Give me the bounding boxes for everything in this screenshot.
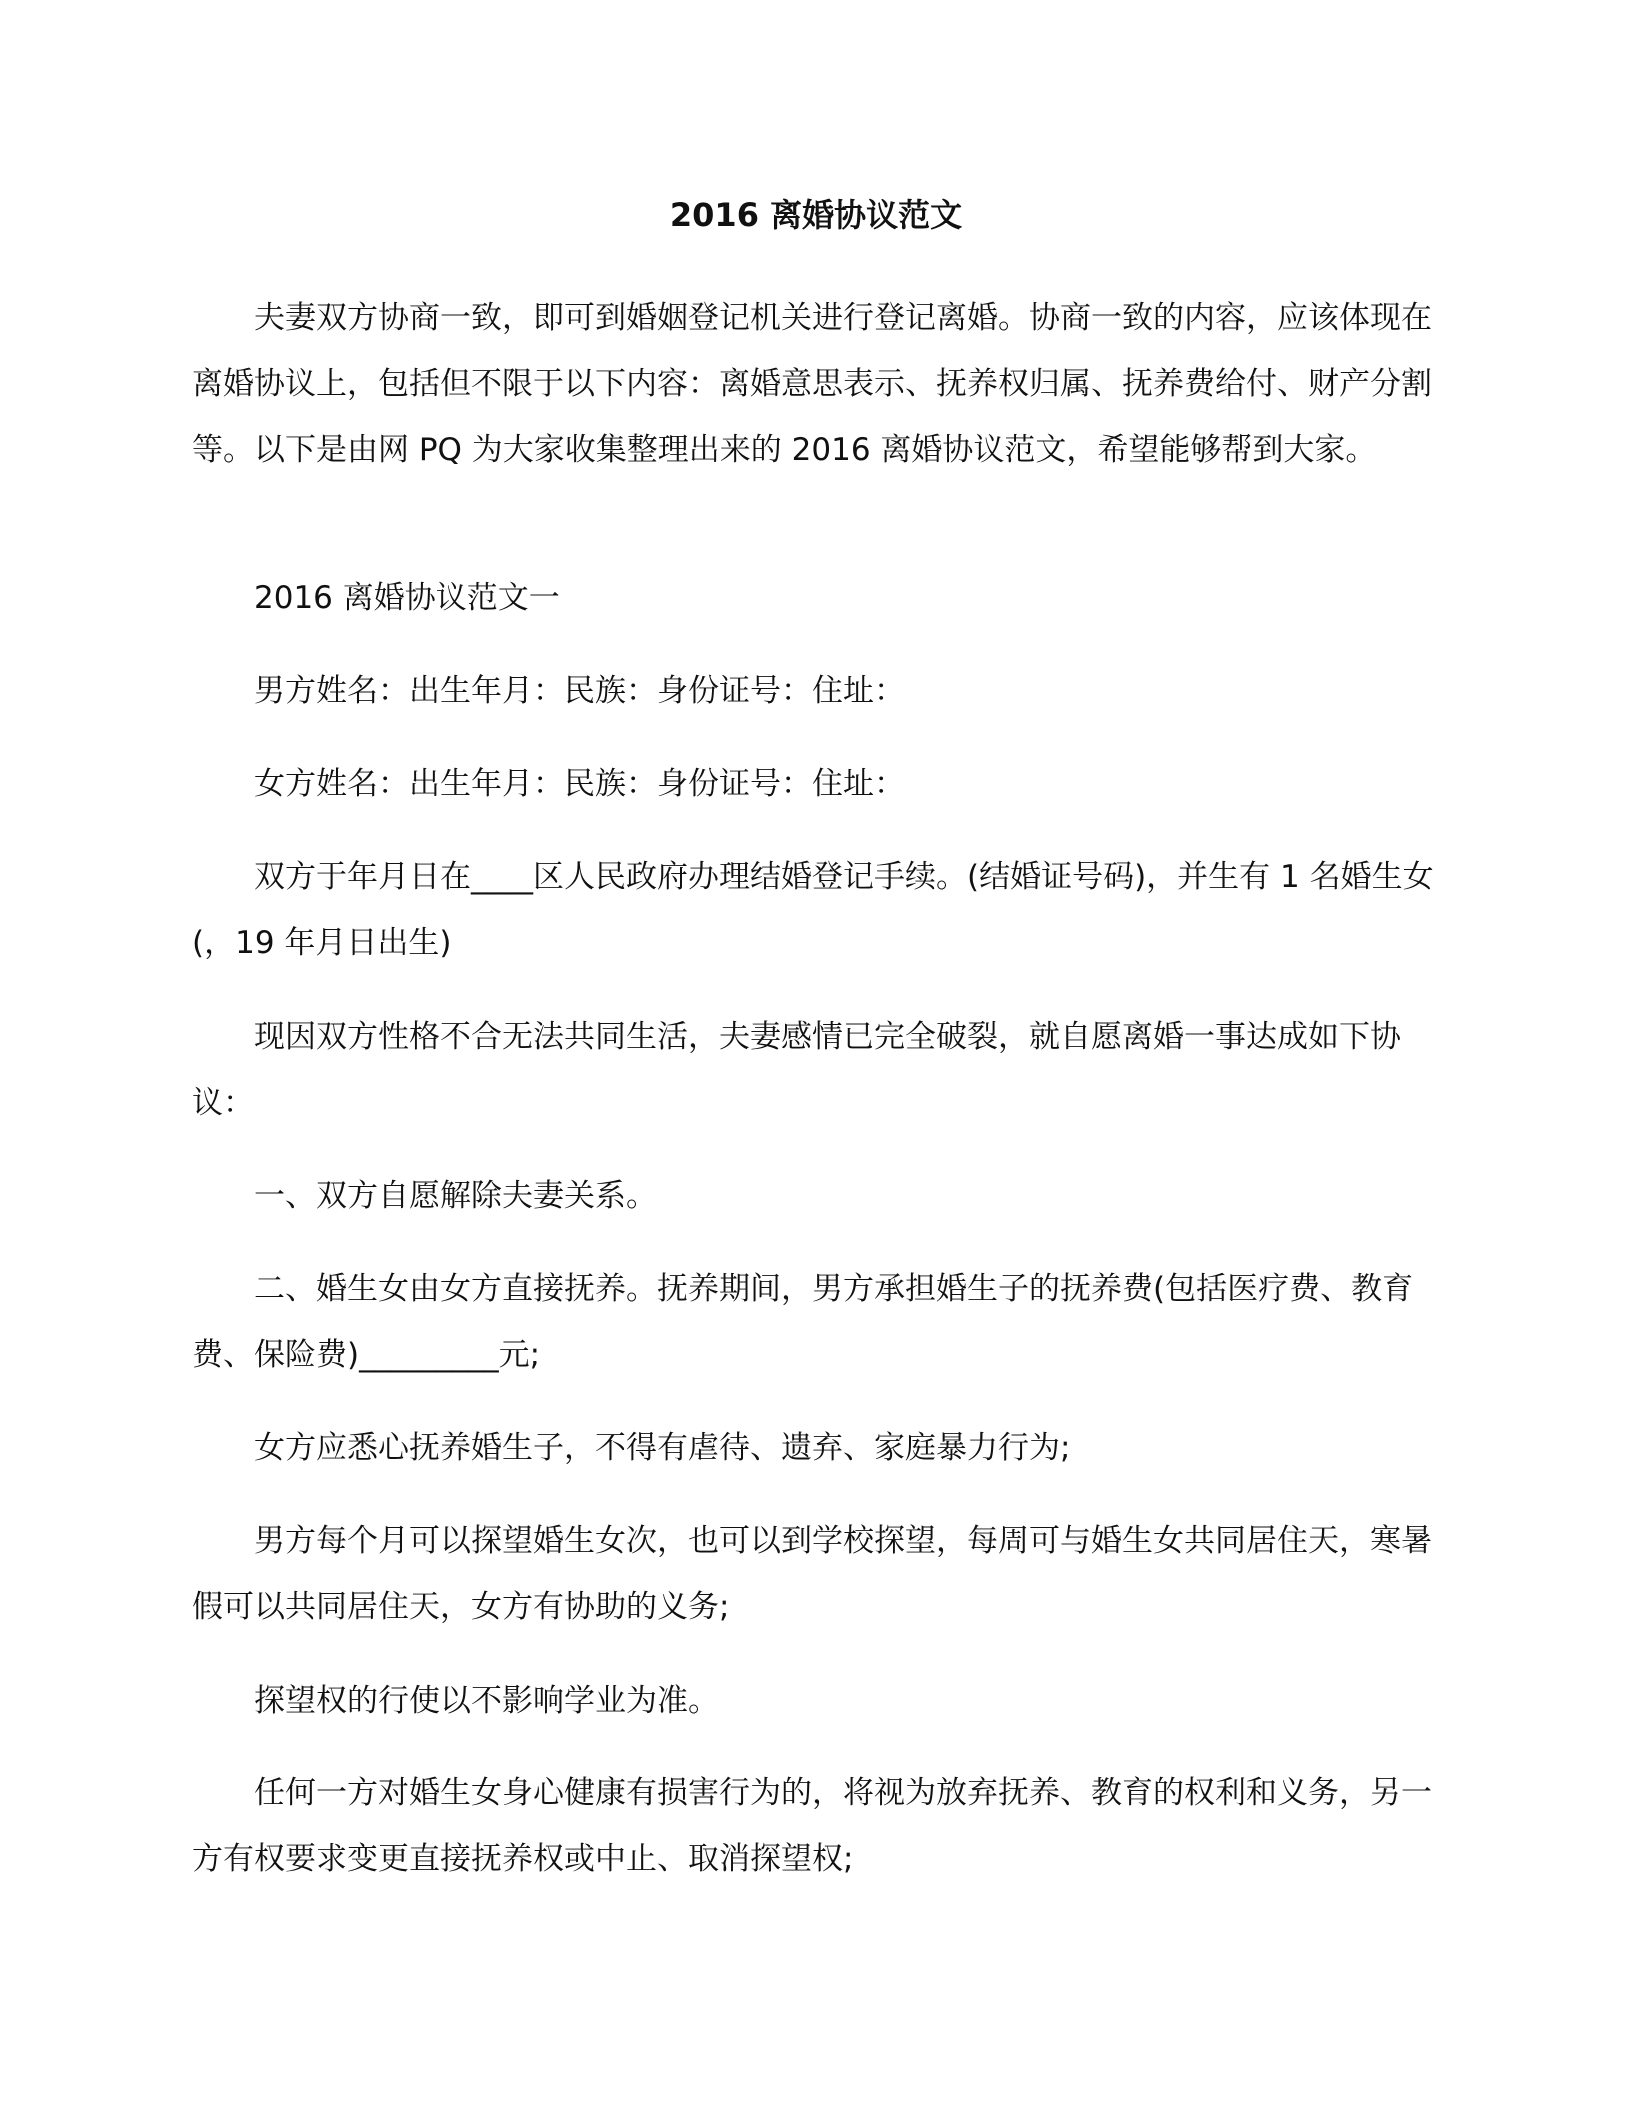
paragraph-visitation-limit: 探望权的行使以不影响学业为准。 [254, 1683, 719, 1719]
paragraph-clause-2: 二、婚生女由女方直接抚养。抚养期间，男方承担婚生子的抚养费(包括医疗费、教育费、保险费)_________元; [192, 1271, 1414, 1373]
paragraph-marriage-registration: 双方于年月日在____区人民政府办理结婚登记手续。(结婚证号码)，并生有 1 名婚生女(，19 年月日出生) [192, 859, 1434, 961]
paragraph-clause-1: 一、双方自愿解除夫妻关系。 [254, 1178, 657, 1214]
document-title: 2016 离婚协议范文 [669, 196, 963, 234]
paragraph-reason: 现因双方性格不合无法共同生活，夫妻感情已完全破裂，就自愿离婚一事达成如下协议： [192, 1019, 1401, 1121]
paragraph-visitation: 男方每个月可以探望婚生女次，也可以到学校探望，每周可与婚生女共同居住天，寒暑假可以共同居住天，女方有协助的义务; [192, 1523, 1432, 1625]
paragraph-care-duty: 女方应悉心抚养婚生子，不得有虐待、遗弃、家庭暴力行为; [254, 1430, 1071, 1466]
paragraph-female-info: 女方姓名：出生年月：民族：身份证号：住址： [254, 766, 905, 802]
paragraph-intro: 夫妻双方协商一致，即可到婚姻登记机关进行登记离婚。协商一致的内容，应该体现在离婚协议上，包括但不限于以下内容：离婚意思表示、抚养权归属、抚养费给付、财产分割等。以下是由网 PQ 为大家收集整理出来的 2016 离婚协议范文，希望能够帮到大家。 [192, 300, 1432, 468]
paragraph-sample-heading: 2016 离婚协议范文一 [254, 580, 560, 616]
paragraph-male-info: 男方姓名：出生年月：民族：身份证号：住址： [254, 673, 905, 709]
paragraph-rights-revocation: 任何一方对婚生女身心健康有损害行为的，将视为放弃抚养、教育的权利和义务，另一方有权要求变更直接抚养权或中止、取消探望权; [192, 1775, 1432, 1877]
